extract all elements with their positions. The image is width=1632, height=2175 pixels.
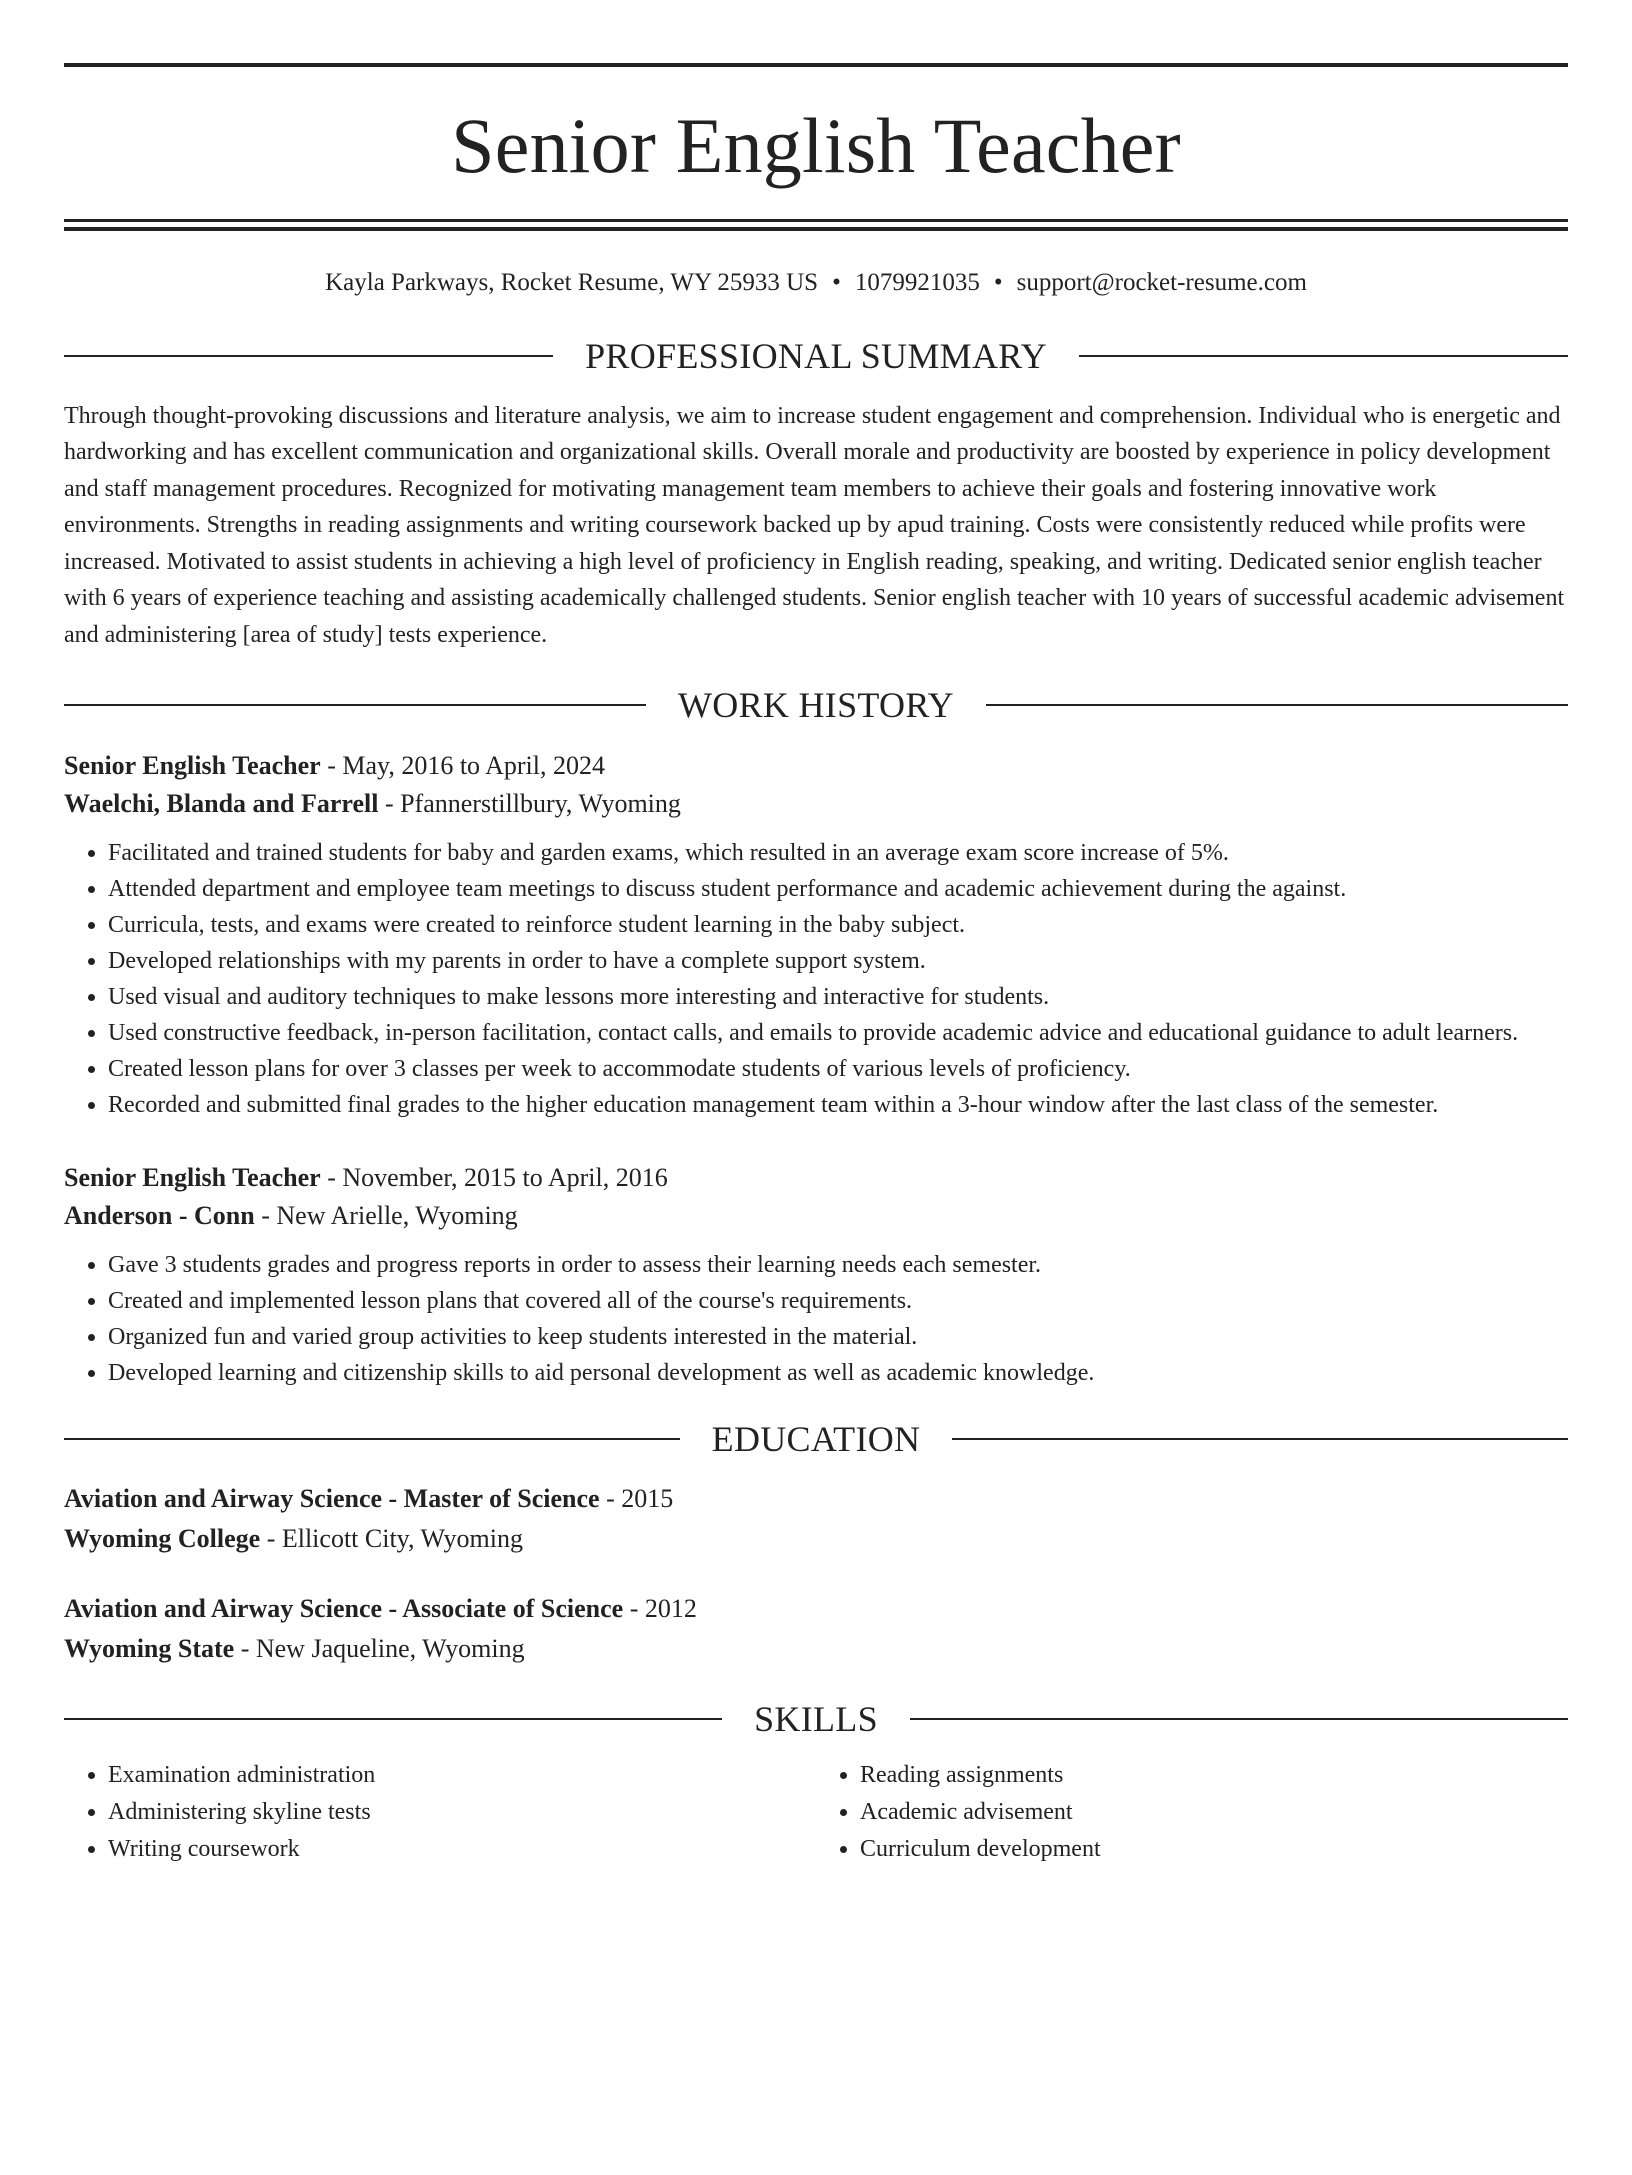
heading-rule	[64, 1438, 680, 1440]
resume-title: Senior English Teacher	[451, 102, 1181, 189]
education-school: Wyoming College	[64, 1524, 261, 1553]
heading-rule	[952, 1438, 1568, 1440]
education-location: - New Jaqueline, Wyoming	[234, 1634, 525, 1663]
heading-rule	[64, 704, 646, 706]
section-heading-education	[64, 1421, 1568, 1457]
list-item: • Attended department and employee team meetings to discuss student performance and academic achievement during the against.	[108, 871, 1568, 907]
summary-text: Through thought-provoking discussions and literature analysis, we aim to increase student engagement and comprehension. Individual who is energetic and hardworking and has excellent communication and organizational skills. Overall morale and productivity are boosted by experience in policy development and staff management procedures. Recognized for motivating management team members to achieve their goals and fostering innovative work environments. Strengths in reading assignments and writing coursework backed up by apud training. Costs were consistently reduced while profits were increased. Motivated to assist students in achieving a high level of proficiency in English reading, speaking, and writing. Dedicated senior english teacher with 6 years of experience teaching and assisting academically challenged students. Senior english teacher with 10 years of successful academic advisement and administering [area of study] tests experience.	[64, 402, 1565, 648]
job-title-line	[64, 747, 1568, 785]
skills-column-right	[816, 1757, 1568, 1868]
education-degree-line	[64, 1589, 1568, 1629]
top-rule	[64, 63, 1568, 67]
contact-separator: •	[832, 269, 841, 296]
skill-item: • Reading assignments	[860, 1757, 1568, 1794]
resume-page	[0, 63, 1632, 2175]
job-company: Waelchi, Blanda and Farrell	[64, 789, 379, 818]
skills-column-left	[64, 1757, 816, 1868]
job-title: Senior English Teacher	[64, 751, 321, 780]
list-item: • Developed learning and citizenship skills to aid personal development as well as academic knowledge.	[108, 1355, 1568, 1391]
section-heading-work	[64, 687, 1568, 723]
section-title: WORK HISTORY	[678, 685, 954, 725]
education-school-line	[64, 1519, 1568, 1559]
contact-phone: 1079921035	[854, 269, 980, 296]
education-degree-line	[64, 1479, 1568, 1519]
contact-separator: •	[993, 269, 1003, 296]
list-item: • Created and implemented lesson plans that covered all of the course's requirements.	[108, 1283, 1568, 1319]
job-company: Anderson - Conn	[64, 1201, 255, 1230]
job-location: - New Arielle, Wyoming	[254, 1201, 518, 1230]
job-bullets	[64, 1247, 1568, 1391]
title-double-rule	[64, 219, 1568, 231]
section-heading-skills	[64, 1701, 1568, 1737]
list-item: • Gave 3 students grades and progress reports in order to assess their learning needs each semester.	[108, 1247, 1568, 1283]
skills-list	[64, 1757, 1568, 1868]
heading-rule	[910, 1718, 1568, 1720]
section-title: EDUCATION	[711, 1419, 921, 1459]
heading-rule	[986, 704, 1568, 706]
job-company-line	[64, 785, 1568, 823]
job-bullets	[64, 835, 1568, 1123]
education-year: - 2015	[599, 1484, 674, 1513]
section-title: SKILLS	[754, 1699, 878, 1739]
list-item: • Created lesson plans for over 3 classes per week to accommodate students of various levels of proficiency.	[108, 1051, 1568, 1087]
skill-item: • Administering skyline tests	[108, 1794, 816, 1831]
heading-rule	[64, 355, 553, 357]
job-company-line	[64, 1197, 1568, 1235]
contact-line	[64, 267, 1568, 300]
list-item: • Used visual and auditory techniques to make lessons more interesting and interactive for students.	[108, 979, 1568, 1015]
job-title-line	[64, 1159, 1568, 1197]
skill-item: • Writing coursework	[108, 1831, 816, 1868]
education-entry	[64, 1479, 1568, 1559]
contact-email: support@rocket-resume.com	[1016, 269, 1307, 296]
education-degree: Aviation and Airway Science - Associate of Science	[64, 1594, 624, 1623]
heading-rule	[64, 1718, 722, 1720]
education-year: - 2012	[623, 1594, 697, 1623]
section-heading-summary	[64, 335, 1568, 376]
job-location: - Pfannerstillbury, Wyoming	[378, 789, 681, 818]
education-school: Wyoming State	[64, 1634, 235, 1663]
skill-item: • Curriculum development	[860, 1831, 1568, 1868]
skill-item: • Examination administration	[108, 1757, 816, 1794]
job-entry	[64, 747, 1568, 1123]
section-title: PROFESSIONAL SUMMARY	[585, 335, 1047, 376]
job-dates: - November, 2015 to April, 2016	[320, 1163, 668, 1192]
list-item: • Used constructive feedback, in-person facilitation, contact calls, and emails to provide academic advice and educational guidance to adult learners.	[108, 1015, 1568, 1051]
education-location: - Ellicott City, Wyoming	[260, 1524, 523, 1553]
skill-item: • Academic advisement	[860, 1794, 1568, 1831]
job-title: Senior English Teacher	[64, 1163, 321, 1192]
list-item: • Curricula, tests, and exams were created to reinforce student learning in the baby subject.	[108, 907, 1568, 943]
contact-address: Kayla Parkways, Rocket Resume, WY 25933 US	[325, 269, 819, 296]
education-school-line	[64, 1629, 1568, 1669]
list-item: • Organized fun and varied group activities to keep students interested in the material.	[108, 1319, 1568, 1355]
list-item: • Developed relationships with my parents in order to have a complete support system.	[108, 943, 1568, 979]
heading-rule	[1079, 355, 1568, 357]
list-item: • Recorded and submitted final grades to the higher education management team within a 3-hour window after the last class of the semester.	[108, 1087, 1568, 1123]
list-item: • Facilitated and trained students for baby and garden exams, which resulted in an average exam score increase of 5%.	[108, 835, 1568, 871]
education-entry	[64, 1589, 1568, 1669]
job-entry	[64, 1159, 1568, 1391]
job-dates: - May, 2016 to April, 2024	[320, 751, 605, 780]
education-degree: Aviation and Airway Science - Master of Science	[64, 1484, 600, 1513]
